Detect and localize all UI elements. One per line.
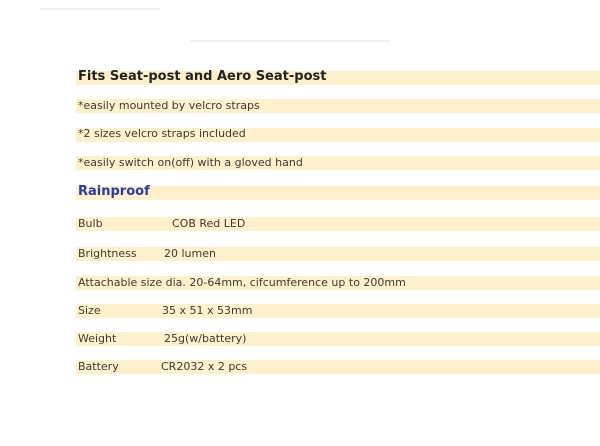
band-weight [76, 332, 600, 346]
spec-bulb [78, 217, 246, 231]
spec-weight-label: Weight [78, 332, 117, 345]
band-brightness [76, 247, 600, 261]
rainproof-heading: Rainproof [78, 184, 150, 199]
feature-item: *2 sizes velcro straps included [78, 127, 246, 140]
spec-size [78, 304, 253, 318]
spec-size-value: 35 x 51 x 53mm [162, 304, 253, 317]
product-heading: Fits Seat-post and Aero Seat-post [78, 69, 327, 84]
band-size [76, 304, 600, 318]
spec-brightness [78, 247, 216, 261]
spec-attachable: Attachable size dia. 20-64mm, cifcumference up to 200mm [78, 276, 406, 289]
top-faint-line-2 [190, 40, 390, 42]
spec-battery-label: Battery [78, 360, 119, 373]
feature-item: *easily switch on(off) with a gloved hand [78, 156, 303, 169]
spec-brightness-value: 20 lumen [164, 247, 216, 260]
spec-weight [78, 332, 247, 346]
spec-battery-value: CR2032 x 2 pcs [161, 360, 248, 373]
spec-brightness-label: Brightness [78, 247, 137, 260]
band-highlight [76, 186, 600, 200]
spec-size-label: Size [78, 304, 101, 317]
spec-weight-value: 25g(w/battery) [164, 332, 247, 345]
spec-battery [78, 360, 248, 374]
band-bulb [76, 217, 600, 231]
feature-item: *easily mounted by velcro straps [78, 99, 260, 112]
band-battery [76, 360, 600, 374]
spec-bulb-value: COB Red LED [172, 217, 246, 230]
top-faint-line [40, 8, 160, 10]
spec-bulb-label: Bulb [78, 217, 103, 230]
